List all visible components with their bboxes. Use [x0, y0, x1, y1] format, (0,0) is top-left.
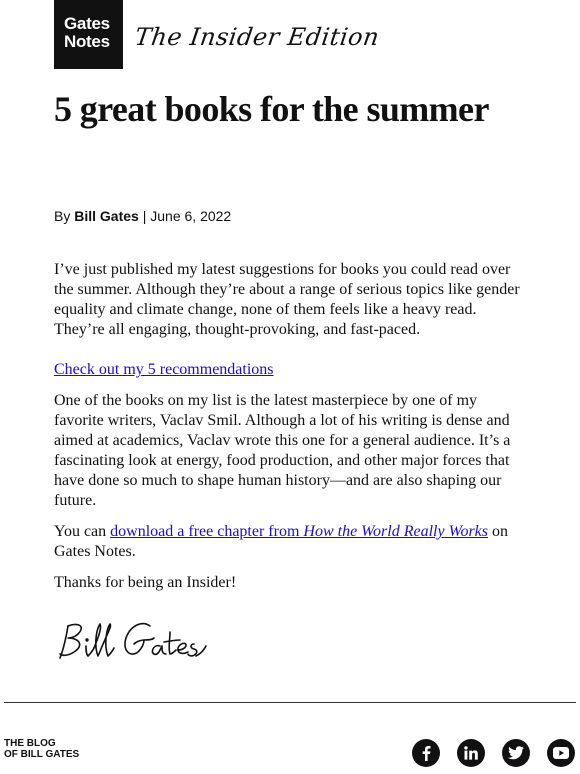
- smil-paragraph: One of the books on my list is the latest masterpiece by one of my favorite writers, Vaclav Smil. Although a lot of his writing is dense and aimed at academics, Vaclav wrote this one for a general audience. It’s a fascinating look at energy, food production, and other major forces that have done so much to shape human history—and are also shaping our future.: [54, 392, 511, 509]
- byline-prefix: By: [54, 208, 75, 224]
- insider-edition-wordmark: The Insider Edition: [133, 23, 382, 51]
- twitter-icon: [508, 746, 524, 760]
- byline-separator: |: [138, 208, 151, 224]
- youtube-button[interactable]: [547, 739, 575, 767]
- facebook-button[interactable]: [412, 739, 440, 767]
- linkedin-icon: [464, 746, 478, 760]
- intro-paragraph: I’ve just published my latest suggestions for books you could read over the summer. Although they’re about a range of serious topics like gender equality and climate change, none of them feels like a heavy read. They’re all engaging, thought-provoking, and fast-paced.: [54, 261, 520, 338]
- download-link-text: download a free chapter from: [110, 523, 304, 540]
- download-chapter-link[interactable]: [110, 523, 488, 540]
- footer-brand-line-2: OF BILL GATES: [4, 749, 80, 760]
- download-prefix: You can: [54, 523, 111, 540]
- footer-divider: [4, 702, 576, 703]
- recommendations-link[interactable]: Check out my 5 recommendations: [54, 361, 274, 378]
- byline-date: June 6, 2022: [150, 208, 232, 224]
- linkedin-button[interactable]: [457, 739, 485, 767]
- youtube-icon: [553, 747, 569, 759]
- logo-line-2: Notes: [64, 32, 110, 51]
- download-paragraph: [54, 522, 529, 562]
- book-title: How the World Really Works: [303, 523, 488, 540]
- logo-line-1: Gates: [64, 14, 110, 33]
- recommendations-link-paragraph: [54, 360, 529, 380]
- byline-author: Bill Gates: [74, 208, 139, 224]
- social-links: [412, 739, 575, 767]
- download-suffix: on Gates Notes.: [54, 523, 508, 560]
- byline: [54, 208, 231, 224]
- gates-notes-logo[interactable]: [54, 0, 123, 69]
- article-title: 5 great books for the summer: [54, 89, 489, 129]
- header: [54, 0, 382, 69]
- twitter-button[interactable]: [502, 739, 530, 767]
- closing-line: Thanks for being an Insider!: [54, 574, 237, 591]
- footer-brand[interactable]: [4, 738, 79, 760]
- facebook-icon: [419, 745, 433, 761]
- article-body: [54, 260, 529, 593]
- footer-brand-line-1: THE BLOG: [4, 738, 56, 749]
- bill-gates-signature: [56, 616, 216, 664]
